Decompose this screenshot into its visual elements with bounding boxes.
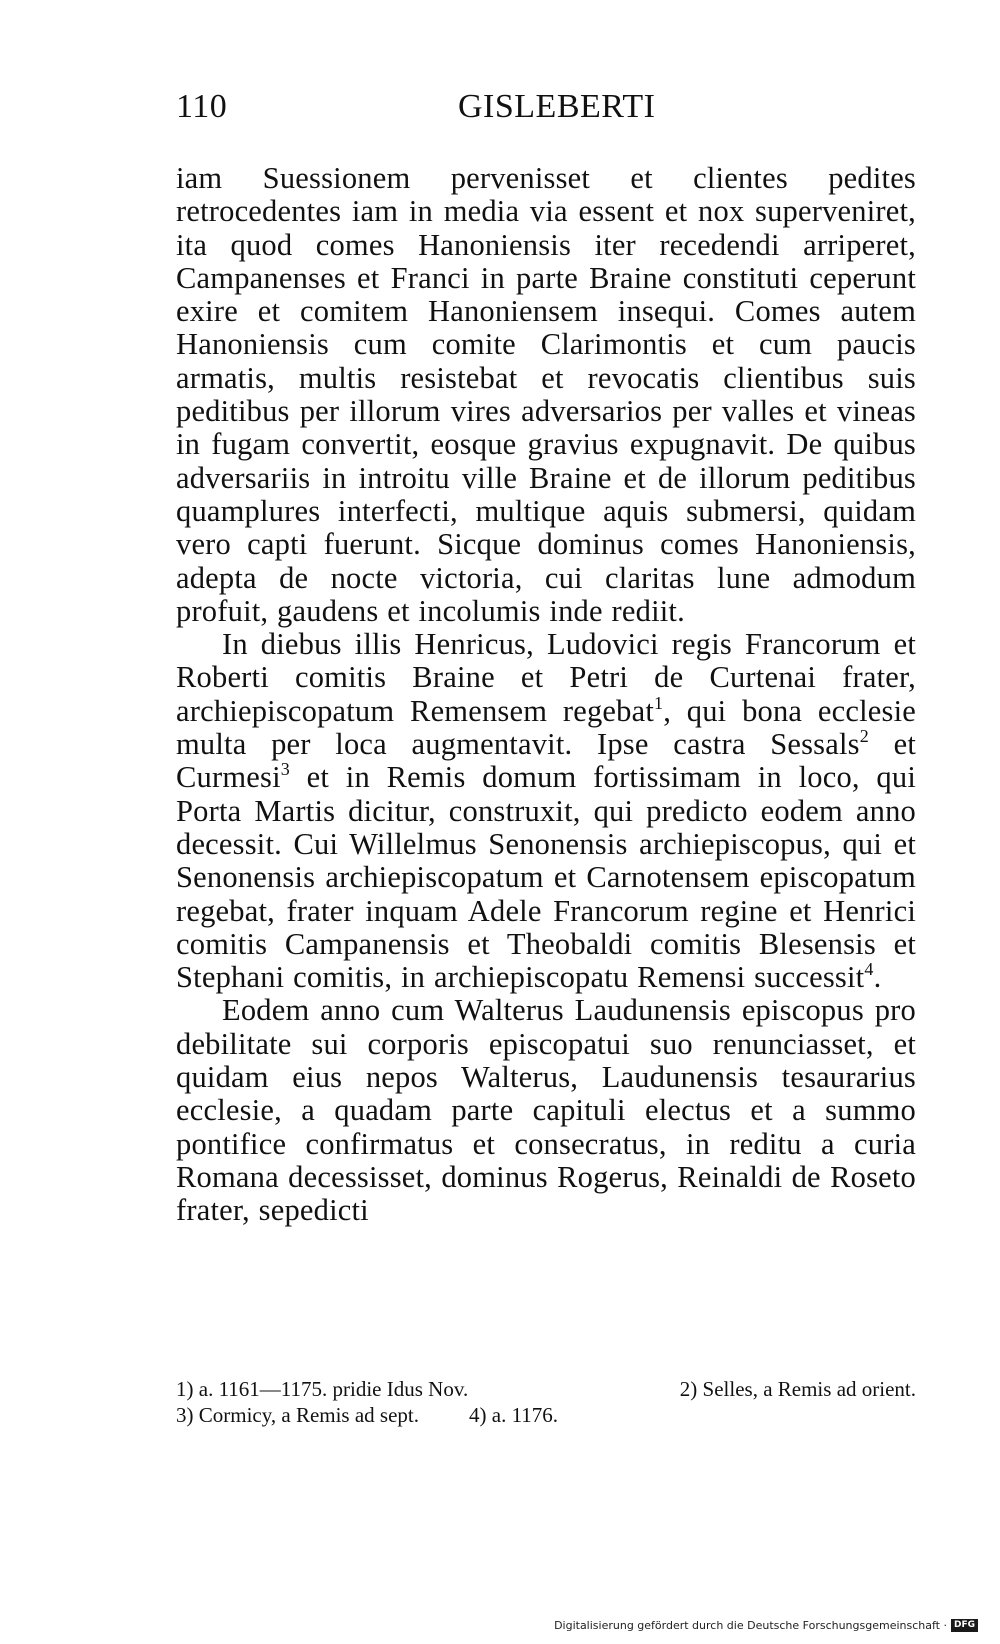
paragraph-3: Eodem anno cum Walterus Laudunensis episcopus pro debilitate sui corporis episcopatui suo renunciasset, et quidam eius nepos Walterus, Laudunensis tesaurarius ecclesie, a quadam parte capituli electus et a summo pontifice confirmatus et consecratus, in reditu a curia Romana decessisset, dominus Rogerus, Reinaldi de Roseto frater, sepedicti: [176, 993, 916, 1228]
footnote-2: 2) Selles, a Remis ad orient.: [679, 1377, 916, 1401]
footnote-1: 1) a. 1161—1175. pridie Idus Nov.: [176, 1377, 469, 1401]
footnote-ref-4: 4: [864, 959, 874, 980]
credit-text: Digitalisierung gefördert durch die Deutsche Forschungsgemeinschaft ·: [554, 1619, 947, 1632]
page-header: [176, 88, 916, 138]
page-number: 110: [176, 88, 228, 125]
main-text: [176, 162, 916, 1228]
footnote-row: [176, 1402, 916, 1428]
dfg-logo: DFG: [951, 1619, 978, 1632]
footnote-3: 3) Cormicy, a Remis ad sept.: [176, 1403, 420, 1427]
paragraph-2-part-1: In diebus illis Henricus, Ludovici regis Francorum et Roberti comitis Braine et Petri de Curtenai frater, archiepiscopatum Remensem regebat: [176, 627, 916, 728]
footnotes: [176, 1376, 916, 1428]
footnote-ref-1: 1: [654, 692, 664, 713]
paragraph-2-part-3: et Curmesi: [176, 727, 916, 795]
paragraph-2-part-2: , qui bona ecclesie multa per loca augmentavit. Ipse castra Sessals: [176, 693, 916, 762]
running-head: GISLEBERTI: [458, 88, 656, 125]
footnote-4: 4) a. 1176.: [469, 1403, 559, 1427]
paragraph-2-part-5: .: [873, 960, 882, 995]
footnote-row: [176, 1376, 916, 1402]
footnote-ref-3: 3: [280, 759, 290, 780]
footnote-ref-2: 2: [859, 726, 869, 747]
paragraph-1: iam Suessionem pervenisset et clientes pedites retrocedentes iam in media via essent et nox superveniret, ita quod comes Hanoniensis iter recedendi arriperet, Campanenses et Franci in parte Braine constituti ceperunt exire et comitem Hanoniensem insequi. Comes autem Hanoniensis cum comite Clarimontis et cum paucis armatis, multis resistebat et revocatis clientibus suis peditibus per illorum vires adversarios per valles et vineas in fugam convertit, eosque gravius expugnavit. De quibus adversariis in introitu ville Braine et de illorum peditibus quamplures interfecti, multique aquis submersi, quidam vero capti fuerunt. Sicque dominus comes Hanoniensis, adepta de nocte victoria, cui claritas lune admodum profuit, gaudens et incolumis inde rediit.: [176, 161, 916, 628]
paragraph-2-part-4: et in Remis domum fortissimam in loco, qui Porta Martis dicitur, construxit, qui predicto eodem anno decessit. Cui Willelmus Senonensis archiepiscopus, qui et Senonensis archiepiscopatum et Carnotensem episcopatum regebat, frater inquam Adele Francorum regine et Henrici comitis Campanensis et Theobaldi comitis Blesensis et Stephani comitis, in archiepiscopatu Remensi successit: [176, 760, 916, 995]
digitization-credit: [554, 1619, 978, 1632]
paragraph-2: [176, 628, 916, 994]
